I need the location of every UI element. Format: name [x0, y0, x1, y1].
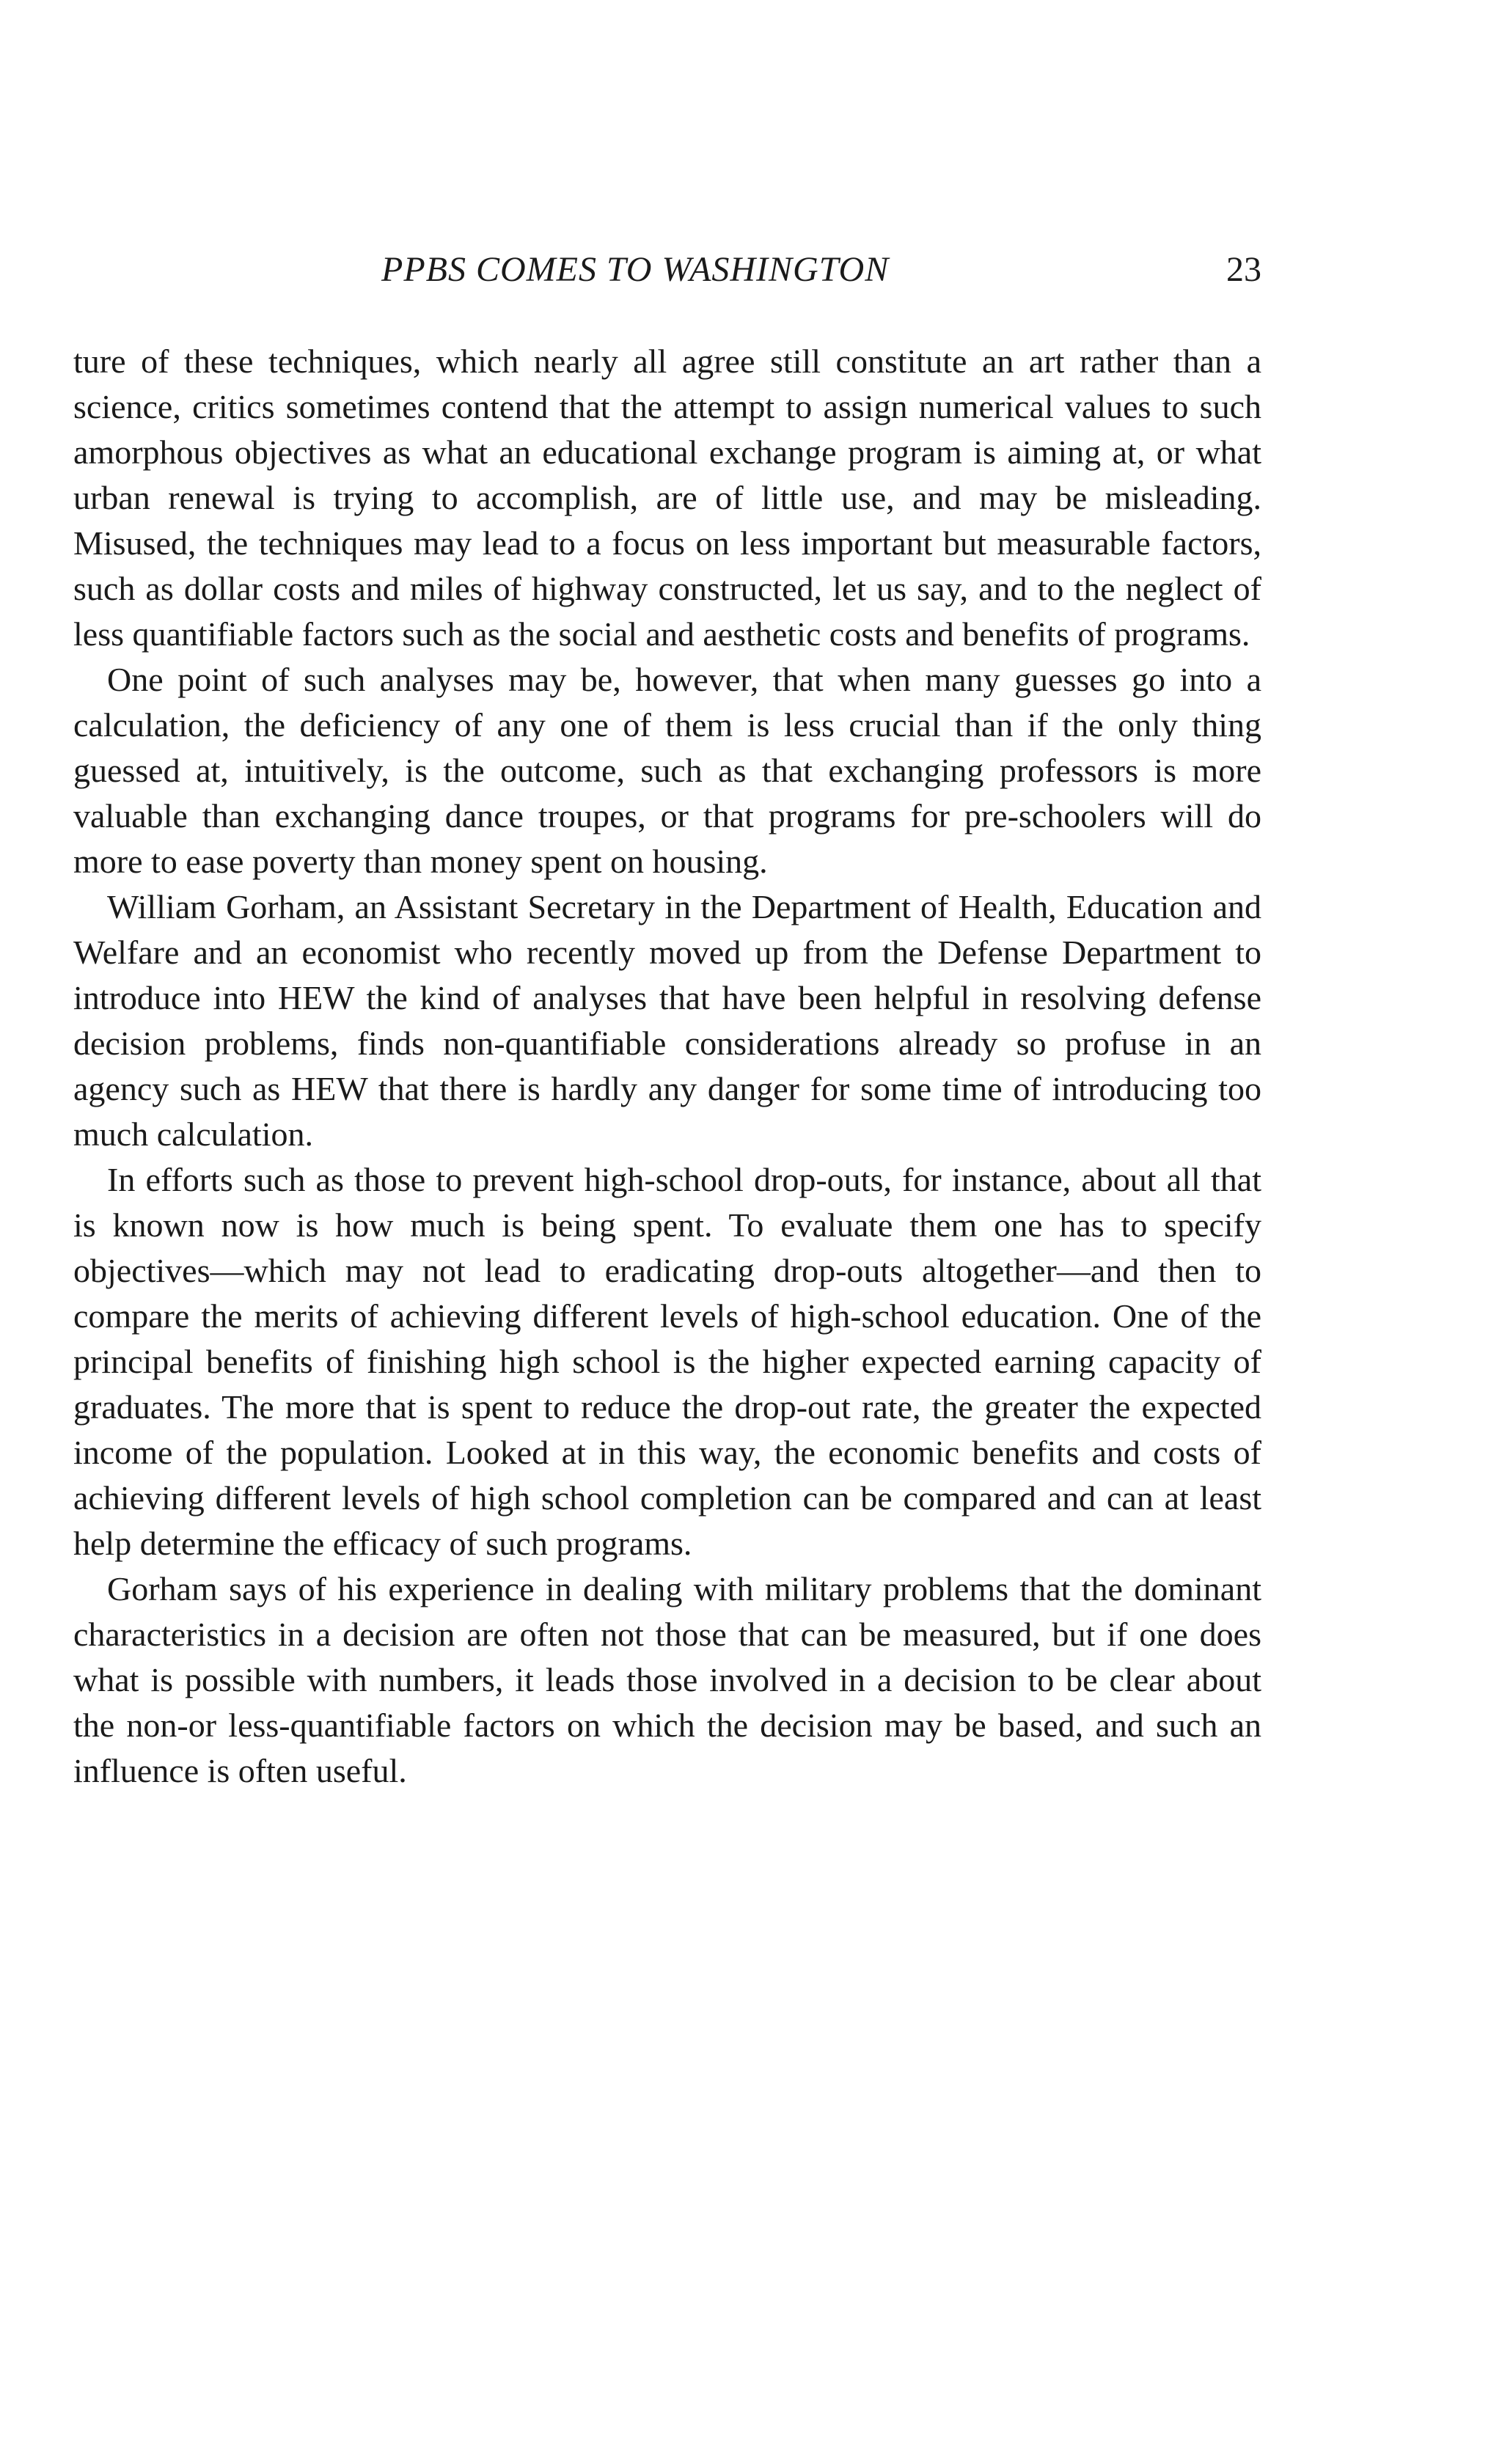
page-header — [73, 249, 1261, 301]
paragraph-4: In efforts such as those to prevent high-school drop-outs, for instance, about all that is known now is how much is being spent. To evaluate them one has to specify objectives—which may not lead to eradicating drop-outs altogether—and then to compare the merits of achieving different levels of high-school education. One of the principal benefits of finishing high school is the higher expected earning capacity of graduates. The more that is spent to reduce the drop-out rate, the greater the expected income of the population. Looked at in this way, the economic benefits and costs of achieving different levels of high school completion can be compared and can at least help determine the efficacy of such programs. — [73, 1161, 1261, 1562]
body-text — [73, 339, 1261, 1794]
paragraph-3: William Gorham, an Assistant Secretary in the Department of Health, Education and Welfare and an economist who recently moved up from the Defense Department to introduce into HEW the kind of analyses that have been helpful in resolving defense decision problems, finds non-quantifiable considerations already so profuse in an agency such as HEW that there is hardly any danger for some time of introducing too much calculation. — [73, 888, 1261, 1153]
paragraph-1: ture of these techniques, which nearly all agree still constitute an art rather than a science, critics sometimes contend that the attempt to assign numerical values to such amorphous objectives as what an educational exchange program is aiming at, or what urban renewal is trying to accomplish, are of little use, and may be misleading. Misused, the techniques may lead to a focus on less important but measurable factors, such as dollar costs and miles of highway constructed, let us say, and to the neglect of less quantifiable factors such as the social and aesthetic costs and benefits of programs. — [73, 342, 1261, 653]
paragraph-2: One point of such analyses may be, however, that when many guesses go into a calculation, the deficiency of any one of them is less crucial than if the only thing guessed at, intuitively, is the outcome, such as that exchanging professors is more valuable than exchanging dance troupes, or that programs for pre-schoolers will do more to ease poverty than money spent on housing. — [73, 661, 1261, 880]
page-number: 23 — [1226, 250, 1261, 289]
running-head: PPBS COMES TO WASHINGTON — [381, 250, 890, 289]
paragraph-5: Gorham says of his experience in dealing with military problems that the dominant characteristics in a decision are often not those that can be measured, but if one does what is possible with numbers, it leads those involved in a decision to be clear about the non-or less-quantifiable factors on which the decision may be based, and such an influence is often useful. — [73, 1570, 1261, 1789]
